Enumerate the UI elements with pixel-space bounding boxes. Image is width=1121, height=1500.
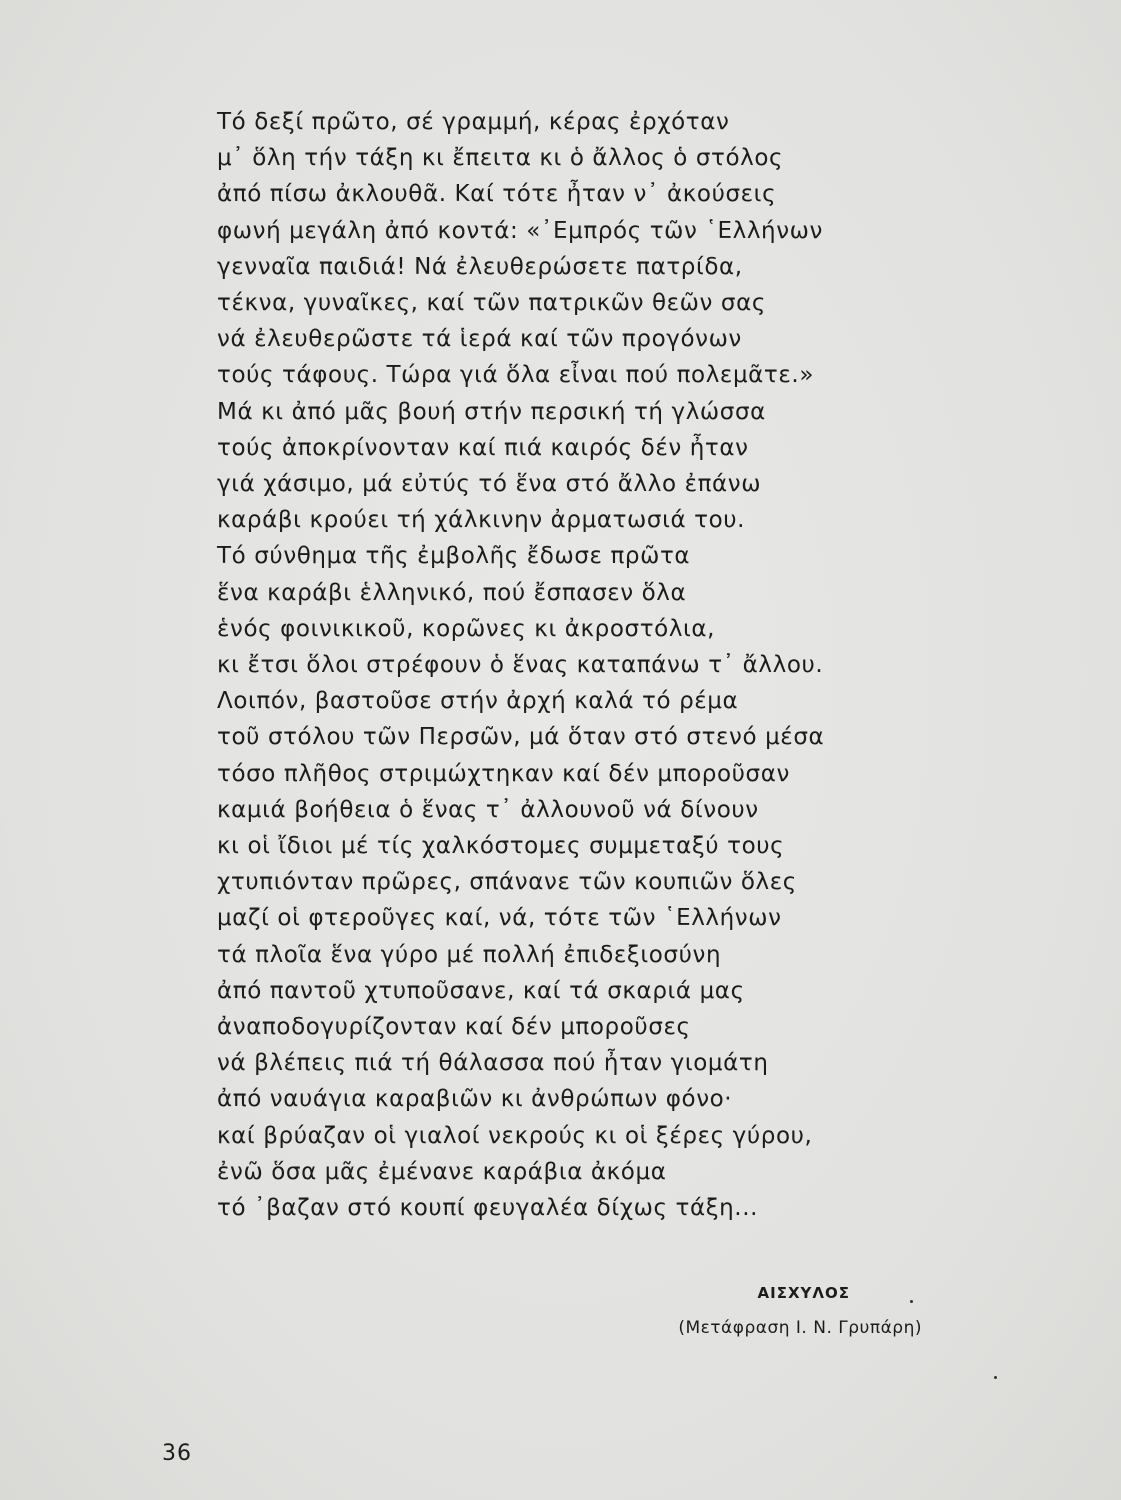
poem-line: κι ἔτσι ὅλοι στρέφουν ὁ ἕνας καταπάνω τ᾿ ἄλλου. — [217, 652, 824, 679]
ink-speck — [910, 1300, 913, 1303]
poem-line: νά ἐλευθερῶστε τά ἱερά καί τῶν προγόνων — [217, 326, 742, 353]
poem-line: τούς τάφους. Τώρα γιά ὅλα εἶναι πού πολεμᾶτε.» — [217, 362, 814, 389]
page-number: 36 — [162, 1441, 192, 1466]
poem-line: κι οἱ ἴδιοι μέ τίς χαλκόστομες συμμεταξύ τους — [217, 833, 785, 860]
poem-line: Λοιπόν, βαστοῦσε στήν ἀρχή καλά τό ρέμα — [217, 688, 739, 715]
poem-line: καί βρύαζαν οἱ γιαλοί νεκρούς κι οἱ ξέρες γύρου, — [217, 1122, 813, 1149]
author-name: ΑΙΣΧΥΛΟΣ — [757, 1284, 850, 1302]
poem-text — [217, 104, 977, 1226]
poem-line: καμιά βοήθεια ὁ ἕνας τ᾿ ἀλλουνοῦ νά δίνουν — [217, 796, 759, 823]
poem-line: χτυπιόνταν πρῶρες, σπάνανε τῶν κουπιῶν ὅλες — [217, 869, 797, 896]
poem-line: τέκνα, γυναῖκες, καί τῶν πατρικῶν θεῶν σας — [217, 290, 766, 317]
poem-line: γενναῖα παιδιά! Νά ἐλευθερώσετε πατρίδα, — [217, 253, 743, 280]
poem-line: ἀναποδογυρίζονταν καί δέν μποροῦσες — [217, 1014, 691, 1041]
translator-credit: (Μετάφραση Ι. Ν. Γρυπάρη) — [678, 1318, 922, 1338]
poem-line: ἀπό ναυάγια καραβιῶν κι ἀνθρώπων φόνο· — [217, 1086, 733, 1113]
poem-line: Μά κι ἀπό μᾶς βουή στήν περσική τή γλώσσα — [217, 398, 766, 425]
poem-line: γιά χάσιμο, μά εὐτύς τό ἕνα στό ἄλλο ἐπάνω — [217, 471, 762, 498]
poem-line: μαζί οἱ φτεροῦγες καί, νά, τότε τῶν ῾Ελλήνων — [217, 905, 782, 932]
poem-line: τά πλοῖα ἕνα γύρο μέ πολλή ἐπιδεξιοσύνη — [217, 941, 722, 968]
poem-line: φωνή μεγάλη ἀπό κοντά: «᾿Εμπρός τῶν ῾Ελλήνων — [217, 217, 823, 244]
poem-line: ἕνα καράβι ἑλληνικό, πού ἔσπασεν ὅλα — [217, 579, 687, 606]
poem-line: τόσο πλῆθος στριμώχτηκαν καί δέν μποροῦσαν — [217, 760, 790, 787]
poem-line: Τό σύνθημα τῆς ἐμβολῆς ἔδωσε πρῶτα — [217, 543, 691, 570]
poem-line: νά βλέπεις πιά τή θάλασσα πού ἦταν γιομάτη — [217, 1050, 769, 1077]
poem-line: ἑνός φοινικικοῦ, κορῶνες κι ἀκροστόλια, — [217, 615, 716, 642]
poem-line: ἐνῶ ὅσα μᾶς ἐμένανε καράβια ἀκόμα — [217, 1158, 667, 1185]
poem-line: καράβι κρούει τή χάλκινην ἀρματωσιά του. — [217, 507, 746, 534]
poem-line: τούς ἀποκρίνονταν καί πιά καιρός δέν ἦταν — [217, 434, 749, 461]
poem-line: ἀπό πίσω ἀκλουθᾶ. Καί τότε ἦταν ν᾿ ἀκούσεις — [217, 181, 777, 208]
poem-line: μ᾿ ὅλη τήν τάξη κι ἔπειτα κι ὁ ἄλλος ὁ στόλος — [217, 145, 784, 172]
poem-line: τό ᾿βαζαν στό κουπί φευγαλέα δίχως τάξη... — [217, 1195, 759, 1222]
poem-line: Τό δεξί πρῶτο, σέ γραμμή, κέρας ἐρχόταν — [217, 109, 730, 135]
ink-speck — [994, 1376, 997, 1379]
poem-line: ἀπό παντοῦ χτυποῦσανε, καί τά σκαριά μας — [217, 977, 745, 1004]
poem-line: τοῦ στόλου τῶν Περσῶν, μά ὅταν στό στενό μέσα — [217, 724, 825, 751]
